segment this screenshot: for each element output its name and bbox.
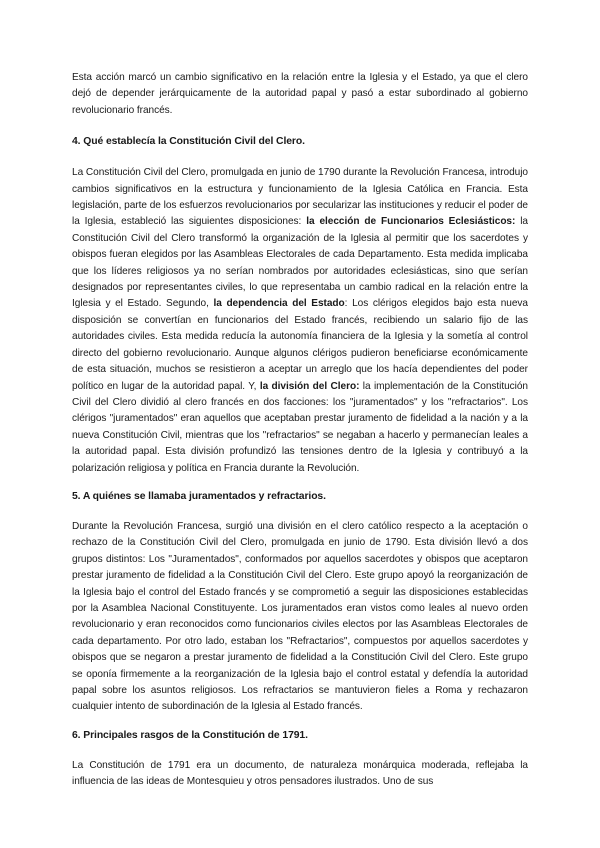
section-4-heading: 4. Qué establecía la Constitución Civil del Clero.: [72, 136, 305, 148]
section-6-heading: 6. Principales rasgos de la Constitución de 1791.: [72, 729, 308, 741]
section-5-heading: 5. A quiénes se llamaba juramentados y refractarios.: [72, 490, 326, 502]
section-4-text-3: : Los clérigos elegidos bajo esta nueva disposición se convertían en funcionarios del Estado francés, recibiendo un salario fijo de las autoridades civiles. Esta medida reducía la autonomía financiera de la Iglesia y la sometía al control directo del gobierno revolucionario. Aunque algunos clérigos pudieron beneficiarse económicamente de esta situación, muchos se resistieron a aceptar un arreglo que los hacía dependientes del poder político en lugar de la autoridad papal. Y,: [72, 298, 528, 392]
section-4-bold-eleccion: la elección de Funcionarios Eclesiásticos:: [306, 216, 516, 228]
section-4-text-1: La Constitución Civil del Clero, promulgada en junio de 1790 durante la Revolución Francesa, introdujo cambios significativos en la estructura y funcionamiento de la Iglesia Católica en Francia. Esta legislación, parte de los esfuerzos revolucionarios por secularizar las instituciones y reducir el poder de la Iglesia, estableció las siguientes disposiciones:: [72, 167, 528, 228]
section-5-paragraph: Durante la Revolución Francesa, surgió una división en el clero católico respecto a la aceptación o rechazo de la Constitución Civil del Clero, promulgada en junio de 1790. Esta división llevó a dos grupos distintos: Los "Juramentados", conformados por aquellos sacerdotes y obispos que aceptaron prestar juramento de fidelidad a la Constitución Civil del Clero. Este grupo apoyó la reorganización de la Iglesia bajo el control del Estado francés y se comprometió a seguir las disposiciones establecidas por la Asamblea Nacional Constituyente. Los juramentados eran vistos como leales al nuevo orden revolucionario y eran reconocidos como funcionarios civiles electos por las Asambleas Electorales de cada departamento. Por otro lado, estaban los "Refractarios", compuestos por aquellos sacerdotes y obispos que se negaron a prestar juramento de fidelidad a la Constitución Civil del Clero. Este grupo se oponía firmemente a la reorganización de la Iglesia bajo el control estatal y defendía la autoridad papal sobre los asuntos religiosos. Los refractarios se mantuvieron fieles a Roma y rechazaron cualquier intento de subordinación de la Iglesia al Estado francés.: [72, 520, 528, 713]
section-4-paragraph: [72, 165, 528, 477]
section-4-text-4: la implementación de la Constitución Civil del Clero dividió al clero francés en dos facciones: los "juramentados" y los "refractarios". Los clérigos "juramentados" eran aquellos que aceptaban prestar juramento de fidelidad a la nación y a la nueva Constitución Civil, mientras que los "refractarios" se negaban a hacerlo y permanecían leales a la autoridad papal. Esta división profundizó las tensiones dentro de la Iglesia y contribuyó a la polarización religiosa y política en Francia durante la Revolución.: [72, 380, 528, 474]
section-4-text-2: la Constitución Civil del Clero transformó la organización de la Iglesia al permitir que los sacerdotes y obispos fueran elegidos por las Asambleas Electorales de cada Departamento. Esta medida implicaba que los líderes religiosos ya no serían nombrados por autoridades eclesiásticas, sino que serían designados por representantes civiles, lo que representaba un cambio radical en la relación entre la Iglesia y el Estado. Segundo,: [72, 216, 528, 310]
section-6-paragraph: La Constitución de 1791 era un documento, de naturaleza monárquica moderada, reflejaba la influencia de las ideas de Montesquieu y otros pensadores ilustrados. Uno de sus: [72, 759, 528, 788]
section-4-bold-dependencia: la dependencia del Estado: [213, 298, 345, 310]
intro-paragraph: Esta acción marcó un cambio significativo en la relación entre la Iglesia y el Estado, ya que el clero dejó de depender jerárquicamente de la autoridad papal y pasó a estar subordinado al gobierno revolucionario francés.: [72, 72, 528, 116]
section-4-bold-division: la división del Clero:: [259, 380, 360, 392]
